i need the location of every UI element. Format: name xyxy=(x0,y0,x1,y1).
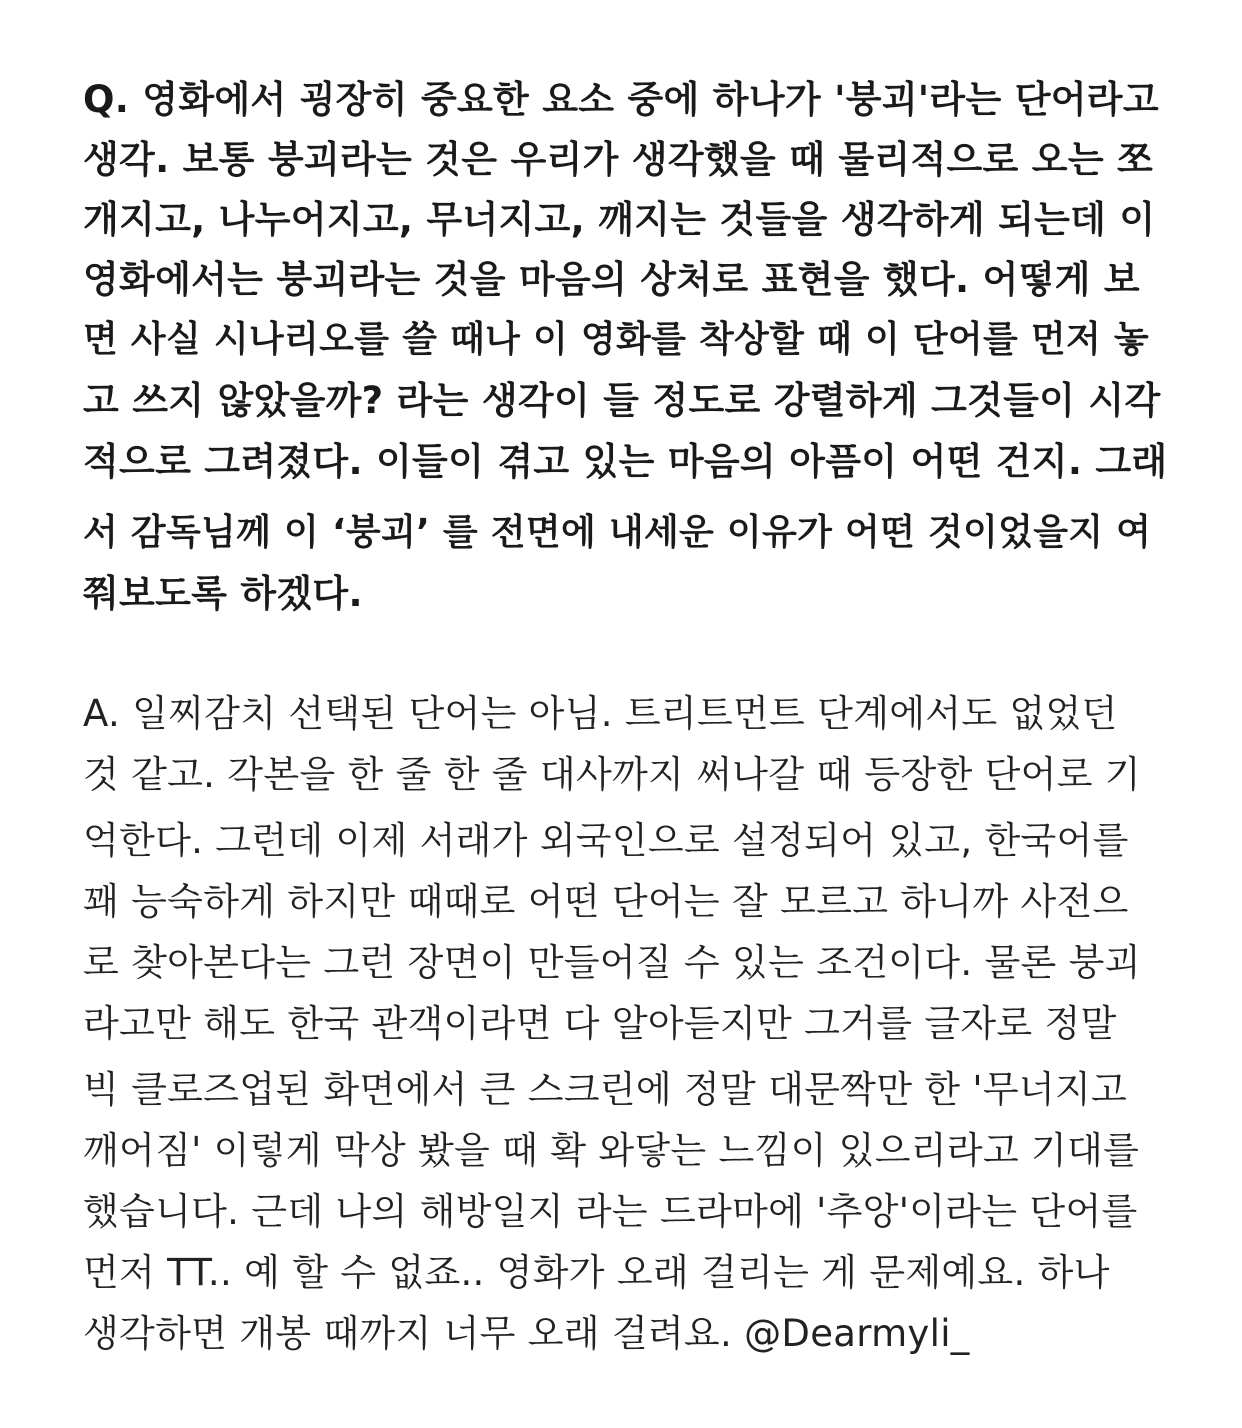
answer-line: 억한다. 그런데 이제 서래가 외국인으로 설정되어 있고, 한국어를 xyxy=(83,819,1129,862)
question-line: 면 사실 시나리오를 쓸 때나 이 영화를 착상할 때 이 단어를 먼저 놓 xyxy=(83,319,1149,360)
question-line: 적으로 그려졌다. 이들이 겪고 있는 마음의 아픔이 어떤 건지. 그래 xyxy=(83,440,1168,483)
question-line: 쭤보도록 하겠다. xyxy=(83,572,363,615)
question-line: 개지고, 나누어지고, 무너지고, 깨지는 것들을 생각하게 되는데 이 xyxy=(83,198,1156,241)
answer-line: 먼저 TT.. 예 할 수 없죠.. 영화가 오래 걸리는 게 문제예요. 하나 xyxy=(83,1251,1110,1294)
answer-line: A. 일찌감치 선택된 단어는 아님. 트리트먼트 단계에서도 없었던 xyxy=(83,692,1118,735)
answer-line: 라고만 해도 한국 관객이라면 다 알아듣지만 그거를 글자로 정말 xyxy=(83,1002,1117,1045)
answer-line: 로 찾아본다는 그런 장면이 만들어질 수 있는 조건이다. 물론 붕괴 xyxy=(83,941,1141,984)
answer-line: 했습니다. 근데 나의 해방일지 라는 드라마에 '추앙'이라는 단어를 xyxy=(83,1190,1138,1233)
answer-line: 것 같고. 각본을 한 줄 한 줄 대사까지 써나갈 때 등장한 단어로 기 xyxy=(83,753,1141,796)
question-line: 서 감독님께 이 ‘붕괴’ 를 전면에 내세운 이유가 어떤 것이었을지 여 xyxy=(83,512,1152,553)
answer-line: 깨어짐' 이렇게 막상 봤을 때 확 와닿는 느낌이 있으리라고 기대를 xyxy=(83,1129,1140,1172)
answer-line: 생각하면 개봉 때까지 너무 오래 걸려요. @Dearmyli_ xyxy=(83,1312,970,1355)
answer-line: 꽤 능숙하게 하지만 때때로 어떤 단어는 잘 모르고 하니까 사전으 xyxy=(83,880,1129,923)
question-line: 생각. 보통 붕괴라는 것은 우리가 생각했을 때 물리적으로 오는 쪼 xyxy=(83,138,1154,181)
question-line: 영화에서는 붕괴라는 것을 마음의 상처로 표현을 했다. 어떻게 보 xyxy=(83,258,1140,301)
question-line: Q. 영화에서 굉장히 중요한 요소 중에 하나가 '붕괴'라는 단어라고 xyxy=(83,78,1159,121)
question-line: 고 쓰지 않았을까? 라는 생각이 들 정도로 강렬하게 그것들이 시각 xyxy=(83,379,1161,422)
answer-line: 빅 클로즈업된 화면에서 큰 스크린에 정말 대문짝만 한 '무너지고 xyxy=(83,1068,1128,1111)
